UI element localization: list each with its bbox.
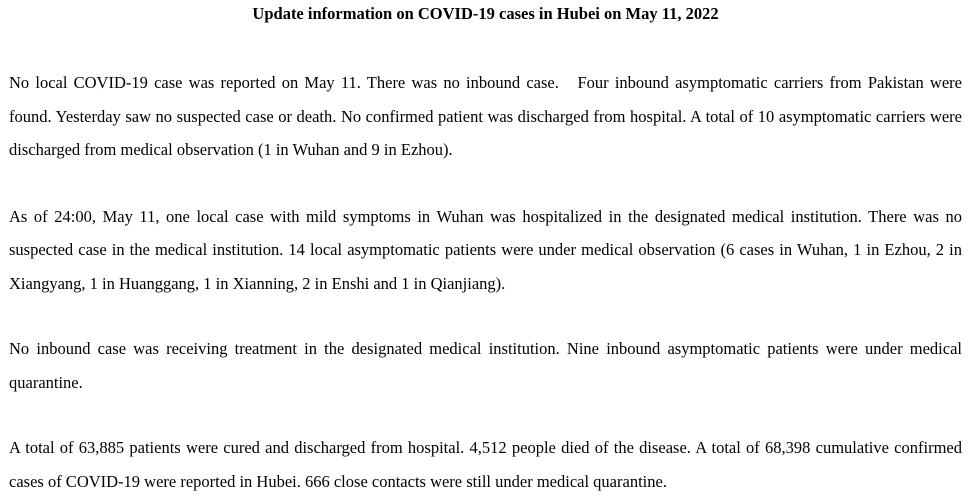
paragraph-inbound-cases: No inbound case was receiving treatment in the designated medical institution. Nine inbound asymptomatic patients were under medical quarantine. bbox=[9, 339, 962, 392]
paragraph-local-cases: As of 24:00, May 11, one local case with mild symptoms in Wuhan was hospitalized in the designated medical institution. There was no suspected case in the medical institution. 14 local asymptomatic patients were under medical observation (6 cases in Wuhan, 1 in Ezhou, 2 in Xiangyang, 1 in Huanggang, 1 in Xianning, 2 in Enshi and 1 in Qianjiang). bbox=[9, 206, 962, 293]
document-title: Update information on COVID-19 cases in Hubei on May 11, 2022 bbox=[252, 4, 719, 23]
paragraph-cumulative-totals: A total of 63,885 patients were cured and discharged from hospital. 4,512 people died of the disease. A total of 68,398 cumulative confirmed cases of COVID-19 were reported in Hubei. 666 close contacts were still under medical quarantine. bbox=[9, 438, 962, 491]
paragraph-daily-summary: No local COVID-19 case was reported on May 11. There was no inbound case. Four inbound asymptomatic carriers from Pakistan were found. Yesterday saw no suspected case or death. No confirmed patient was discharged from hospital. A total of 10 asymptomatic carriers were discharged from medical observation (1 in Wuhan and 9 in Ezhou). bbox=[9, 73, 962, 159]
